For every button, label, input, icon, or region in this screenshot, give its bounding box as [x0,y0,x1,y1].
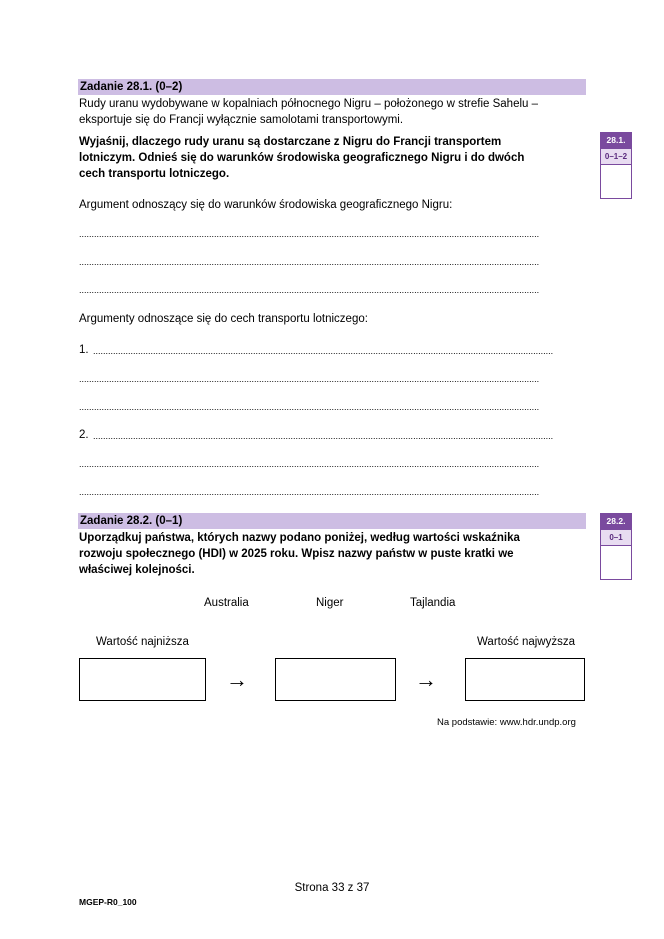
source-note: Na podstawie: www.hdr.undp.org [437,717,576,728]
score-entry-field[interactable] [601,165,631,200]
arg-air-label: Argumenty odnoszące się do cech transportu lotniczego: [79,313,368,325]
score-box-28-1 [600,132,632,199]
task-instruction-line: rozwoju społecznego (HDI) w 2025 roku. Wpisz nazwy państw w puste kratki we [79,548,514,560]
exam-code: MGEP-R0_100 [79,897,137,907]
answer-line[interactable]: ........................................................................................................................................................................................ [93,431,554,441]
item-number: 2. [79,429,89,441]
answer-line[interactable]: ........................................................................................................................................................................................ [79,229,540,239]
task-intro-line: Rudy uranu wydobywane w kopalniach północnego Nigru – położonego w strefie Sahelu – [79,98,539,110]
answer-line[interactable]: ........................................................................................................................................................................................ [79,374,540,384]
answer-box-highest[interactable] [465,658,585,701]
country-name: Australia [204,597,249,609]
score-label: 28.2. [601,514,631,529]
score-points: 0–1 [601,529,631,546]
answer-box-lowest[interactable] [79,658,206,701]
score-points: 0–1–2 [601,148,631,165]
score-label: 28.1. [601,133,631,148]
task-instruction-line: Uporządkuj państwa, których nazwy podano poniżej, według wartości wskaźnika [79,532,520,544]
answer-line[interactable]: ........................................................................................................................................................................................ [79,257,540,267]
page-number: Strona 33 z 37 [294,882,370,894]
lowest-value-label: Wartość najniższa [96,636,189,648]
score-entry-field[interactable] [601,546,631,581]
task-instruction-line: Wyjaśnij, dlaczego rudy uranu są dostarczane z Nigru do Francji transportem [79,136,502,148]
country-name: Tajlandia [410,597,456,609]
score-box-28-2 [600,513,632,580]
task-header-28-2: Zadanie 28.2. (0–1) [78,513,586,529]
task-instruction-line: właściwej kolejności. [79,564,195,576]
answer-line[interactable]: ........................................................................................................................................................................................ [79,285,540,295]
task-header-28-1: Zadanie 28.1. (0–2) [78,79,586,95]
country-name: Niger [316,597,344,609]
answer-line[interactable]: ........................................................................................................................................................................................ [79,402,540,412]
task-intro-line: eksportuje się do Francji wyłącznie samolotami transportowymi. [79,114,404,126]
answer-line[interactable]: ........................................................................................................................................................................................ [79,459,540,469]
item-number: 1. [79,344,89,356]
highest-value-label: Wartość najwyższa [477,636,575,648]
answer-line[interactable]: ........................................................................................................................................................................................ [79,487,540,497]
task-instruction-line: lotniczym. Odnieś się do warunków środowiska geograficznego Nigru i do dwóch [79,152,525,164]
task-instruction-line: cech transportu lotniczego. [79,168,230,180]
answer-box-middle[interactable] [275,658,396,701]
arg-env-label: Argument odnoszący się do warunków środowiska geograficznego Nigru: [79,199,453,211]
answer-line[interactable]: ........................................................................................................................................................................................ [93,346,554,356]
arrow-right-icon: → [415,667,437,692]
arrow-right-icon: → [226,667,248,692]
